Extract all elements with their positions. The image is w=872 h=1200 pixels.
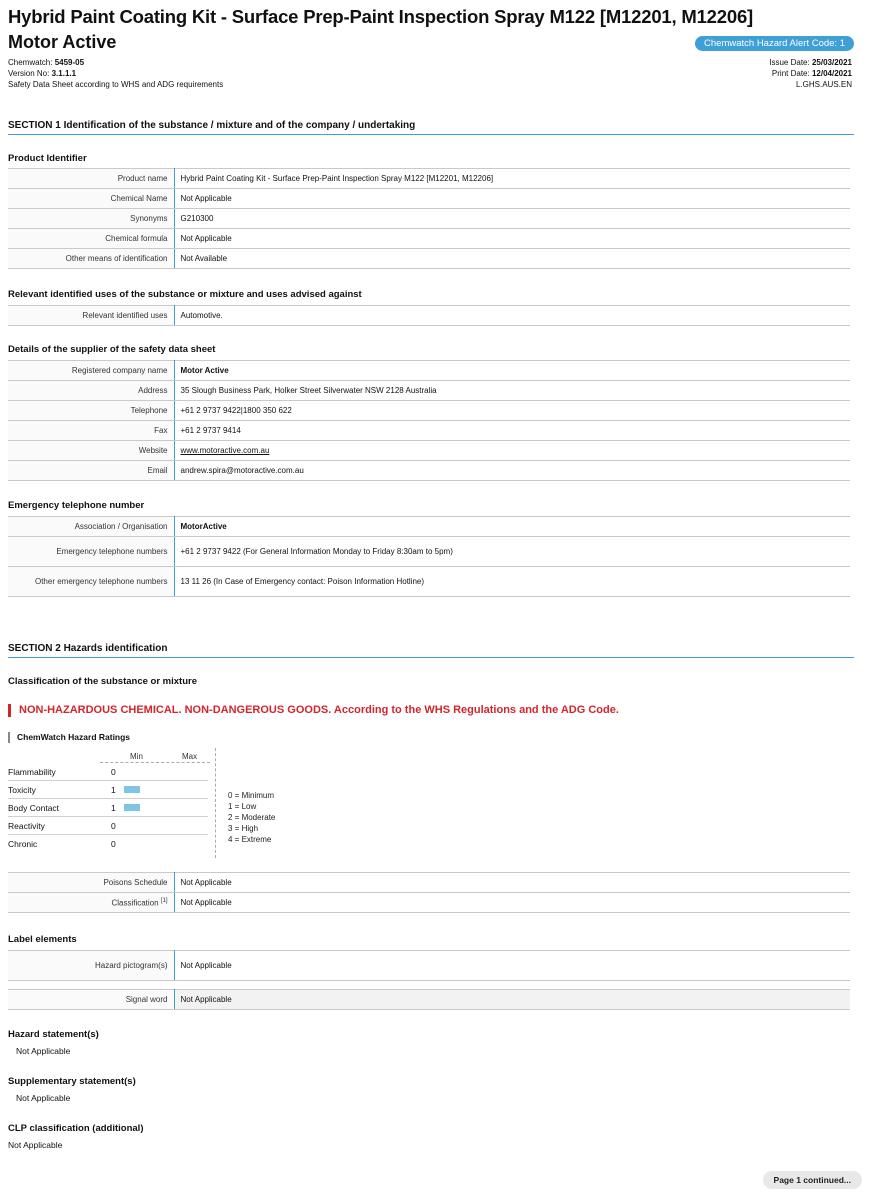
- legend-item: 4 = Extreme: [228, 835, 272, 844]
- row-key: Association / Organisation: [8, 517, 174, 537]
- table-row: [8, 209, 850, 229]
- table-row: [8, 441, 850, 461]
- row-key: Poisons Schedule: [8, 873, 174, 893]
- issue-value: 25/03/2021: [811, 58, 852, 67]
- row-key: Emergency telephone numbers: [8, 537, 174, 567]
- row-key: Fax: [8, 421, 174, 441]
- chemwatch-value: 5459-05: [54, 58, 85, 67]
- ratings-separator: [215, 748, 216, 858]
- classification-label: Classification: [111, 898, 159, 908]
- product-identifier-heading: Product Identifier: [8, 153, 87, 164]
- table-row: [8, 537, 850, 567]
- row-value: Not Applicable: [174, 229, 850, 249]
- row-key: Other means of identification: [8, 249, 174, 269]
- locale-code: L.GHS.AUS.EN: [795, 80, 852, 89]
- row-value: Not Applicable: [174, 189, 850, 209]
- rating-row-reactivity: [8, 817, 208, 835]
- email-value: andrew.spira@motoractive.com.au: [174, 461, 850, 481]
- row-value: Not Applicable: [174, 951, 850, 981]
- hazard-statements-value: Not Applicable: [16, 1046, 71, 1056]
- hazard-statements-heading: Hazard statement(s): [8, 1029, 99, 1040]
- row-key: Email: [8, 461, 174, 481]
- issue-label: Issue Date:: [769, 58, 810, 67]
- row-value: +61 2 9737 9422 (For General Information Monday to Friday 8:30am to 5pm): [174, 537, 850, 567]
- rating-label: Reactivity: [8, 821, 45, 831]
- row-value: 13 11 26 (In Case of Emergency contact: Poison Information Hotline): [174, 567, 850, 597]
- supplier-details-heading: Details of the supplier of the safety data sheet: [8, 344, 216, 355]
- version-label: Version No:: [8, 69, 50, 78]
- supplementary-value: Not Applicable: [16, 1093, 71, 1103]
- clp-heading: CLP classification (additional): [8, 1123, 144, 1134]
- legend-item: 2 = Moderate: [228, 813, 276, 822]
- hazard-alert-badge: Chemwatch Hazard Alert Code: 1: [695, 36, 854, 51]
- rating-value: 0: [111, 821, 116, 831]
- table-row: [8, 461, 850, 481]
- classification-footnote: [1]: [160, 898, 168, 905]
- version-value: 3.1.1.1: [51, 69, 77, 78]
- relevant-uses-table: [8, 305, 850, 326]
- document-meta-left: [8, 57, 223, 90]
- section-1-heading: SECTION 1 Identification of the substance / mixture and of the company / undertaking: [8, 120, 854, 135]
- table-row: [8, 306, 850, 326]
- row-key: Telephone: [8, 401, 174, 421]
- table-row: [8, 421, 850, 441]
- company-name: Motor Active: [8, 32, 117, 52]
- row-value: Not Available: [174, 249, 850, 269]
- pictogram-table: [8, 950, 850, 981]
- rating-label: Toxicity: [8, 785, 36, 795]
- table-row: [8, 381, 850, 401]
- signal-word-value: Not Applicable: [174, 990, 850, 1010]
- supplementary-heading: Supplementary statement(s): [8, 1076, 136, 1087]
- legend-item: 0 = Minimum: [228, 791, 275, 800]
- row-key: Relevant identified uses: [8, 306, 174, 326]
- table-row: [8, 951, 850, 981]
- rating-row-flammability: [8, 763, 208, 781]
- emergency-heading: Emergency telephone number: [8, 500, 145, 511]
- row-value: +61 2 9737 9422|1800 350 622: [174, 401, 850, 421]
- rating-bar: [124, 786, 140, 793]
- rating-value: 1: [111, 785, 116, 795]
- label-elements-heading: Label elements: [8, 934, 77, 945]
- classification-heading: Classification of the substance or mixture: [8, 676, 197, 687]
- row-key: Synonyms: [8, 209, 174, 229]
- table-row: [8, 893, 850, 913]
- clp-value: Not Applicable: [8, 1140, 63, 1150]
- table-row: [8, 249, 850, 269]
- rating-label: Flammability: [8, 767, 56, 777]
- row-value: 35 Slough Business Park, Holker Street Silverwater NSW 2128 Australia: [174, 381, 850, 401]
- row-value: Motor Active: [174, 361, 850, 381]
- row-value: Not Applicable: [174, 873, 850, 893]
- table-row: [8, 873, 850, 893]
- table-row: [8, 567, 850, 597]
- row-key: Product name: [8, 169, 174, 189]
- print-label: Print Date:: [771, 69, 810, 78]
- poisons-table: [8, 872, 850, 913]
- row-key: Other emergency telephone numbers: [8, 567, 174, 597]
- rating-label: Body Contact: [8, 803, 60, 813]
- non-hazardous-statement: NON-HAZARDOUS CHEMICAL. NON-DANGEROUS GOODS. According to the WHS Regulations and the ADG Code.: [8, 704, 619, 717]
- website-link[interactable]: www.motoractive.com.au: [180, 446, 270, 455]
- row-key: Chemical formula: [8, 229, 174, 249]
- ratings-legend: [228, 790, 275, 845]
- signal-word-table: [8, 989, 850, 1010]
- rating-row-toxicity: [8, 781, 208, 799]
- ratings-min-label: Min: [130, 752, 143, 761]
- relevant-uses-heading: Relevant identified uses of the substance or mixture and uses advised against: [8, 289, 362, 300]
- rating-row-body-contact: [8, 799, 208, 817]
- row-key: [8, 893, 174, 913]
- table-row: [8, 169, 850, 189]
- rating-value: 0: [111, 767, 116, 777]
- row-value: MotorActive: [174, 517, 850, 537]
- rating-bar: [124, 804, 140, 811]
- rating-value: 0: [111, 839, 116, 849]
- product-identifier-table: [8, 168, 850, 269]
- table-row: [8, 229, 850, 249]
- rating-label: Chronic: [8, 839, 38, 849]
- page-continued-button[interactable]: Page 1 continued...: [763, 1171, 862, 1189]
- row-key: Website: [8, 441, 174, 461]
- table-row: [8, 517, 850, 537]
- row-key: Signal word: [8, 990, 174, 1010]
- table-row: [8, 401, 850, 421]
- row-key: Chemical Name: [8, 189, 174, 209]
- row-value: Not Applicable: [174, 893, 850, 913]
- sds-note: Safety Data Sheet according to WHS and ADG requirements: [8, 80, 224, 89]
- rating-row-chronic: [8, 835, 208, 853]
- section-2-heading: SECTION 2 Hazards identification: [8, 643, 854, 658]
- row-value: Automotive.: [174, 306, 850, 326]
- table-row: [8, 990, 850, 1010]
- rating-value: 1: [111, 803, 116, 813]
- row-value: Hybrid Paint Coating Kit - Surface Prep-Paint Inspection Spray M122 [M12201, M12206]: [174, 169, 850, 189]
- ratings-max-label: Max: [182, 752, 198, 761]
- legend-item: 3 = High: [228, 824, 259, 833]
- row-value: G210300: [174, 209, 850, 229]
- row-key: Address: [8, 381, 174, 401]
- emergency-table: [8, 516, 850, 597]
- row-key: Registered company name: [8, 361, 174, 381]
- legend-item: 1 = Low: [228, 802, 257, 811]
- supplier-details-table: [8, 360, 850, 481]
- table-row: [8, 361, 850, 381]
- print-value: 12/04/2021: [811, 69, 852, 78]
- row-value: +61 2 9737 9414: [174, 421, 850, 441]
- document-meta-right: [769, 57, 852, 90]
- document-title: Hybrid Paint Coating Kit - Surface Prep-Paint Inspection Spray M122 [M12201, M12206]: [8, 6, 753, 27]
- table-row: [8, 189, 850, 209]
- hazard-ratings-title: ChemWatch Hazard Ratings: [8, 732, 130, 743]
- chemwatch-label: Chemwatch:: [8, 58, 53, 67]
- row-key: Hazard pictogram(s): [8, 951, 174, 981]
